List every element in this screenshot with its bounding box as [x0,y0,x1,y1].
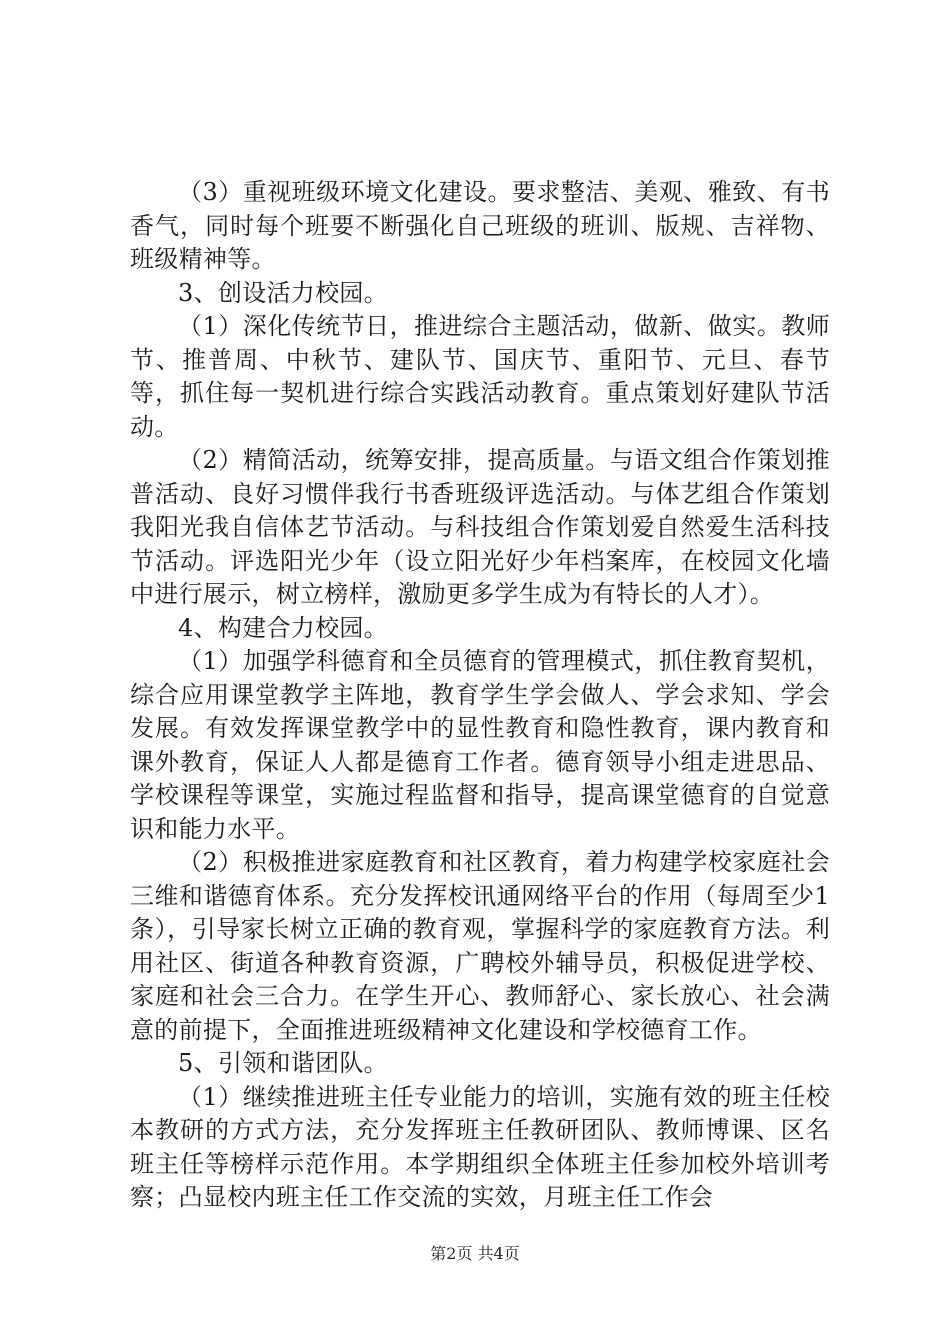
paragraph-traditional-festivals: （1）深化传统节日，推进综合主题活动，做新、做实。教师节、推普周、中秋节、建队节、国庆节、重阳节、元旦、春节等，抓住每一契机进行综合实践活动教育。重点策划好建队节活动。 [130,312,830,441]
section-heading-vitality-campus: 3、创设活力校园。 [178,278,388,307]
section-heading-synergy-campus: 4、构建合力校园。 [178,613,388,642]
paragraph-subject-moral-education: （1）加强学科德育和全员德育的管理模式，抓住教育契机，综合应用课堂教学主阵地，教育学生学会做人、学会求知、学会发展。有效发挥课堂教学中的显性教育和隐性教育，课内教育和课外教育，保证人人都是德育工作者。德育领导小组走进思品、学校课程等课堂，实施过程监督和指导，提高课堂德育的自觉意识和能力水平。 [130,647,830,843]
document-body [130,176,830,1215]
paragraph-streamline-activities: （2）精简活动，统筹安排，提高质量。与语文组合作策划推普活动、良好习惯伴我行书香班级评选活动。与体艺组合作策划我阳光我自信体艺节活动。与科技组合作策划爱自然爱生活科技节活动。评选阳光少年（设立阳光好少年档案库，在校园文化墙中进行展示，树立榜样，激励更多学生成为有特长的人才）。 [130,446,830,608]
paragraph-class-environment: （3）重视班级环境文化建设。要求整洁、美观、雅致、有书香气，同时每个班要不断强化自己班级的班训、版规、吉祥物、班级精神等。 [130,178,830,273]
section-heading-harmonious-team: 5、引领和谐团队。 [178,1049,388,1077]
page-number-footer: 第2页 共4页 [430,1244,520,1263]
paragraph-family-community-education: （2）积极推进家庭教育和社区教育，着力构建学校家庭社会三维和谐德育体系。充分发挥校讯通网络平台的作用（每周至少1条），引导家长树立正确的教育观，掌握科学的家庭教育方法。利用社区、街道各种教育资源，广聘校外辅导员，积极促进学校、家庭和社会三合力。在学生开心、教师舒心、家长放心、社会满意的前提下，全面推进班级精神文化建设和学校德育工作。 [130,848,830,1044]
paragraph-head-teacher-training: （1）继续推进班主任专业能力的培训，实施有效的班主任校本教研的方式方法，充分发挥班主任教研团队、教师博课、区名班主任等榜样示范作用。本学期组织全体班主任参加校外培训考察；凸显校内班主任工作交流的实效，月班主任工作会 [130,1082,830,1211]
